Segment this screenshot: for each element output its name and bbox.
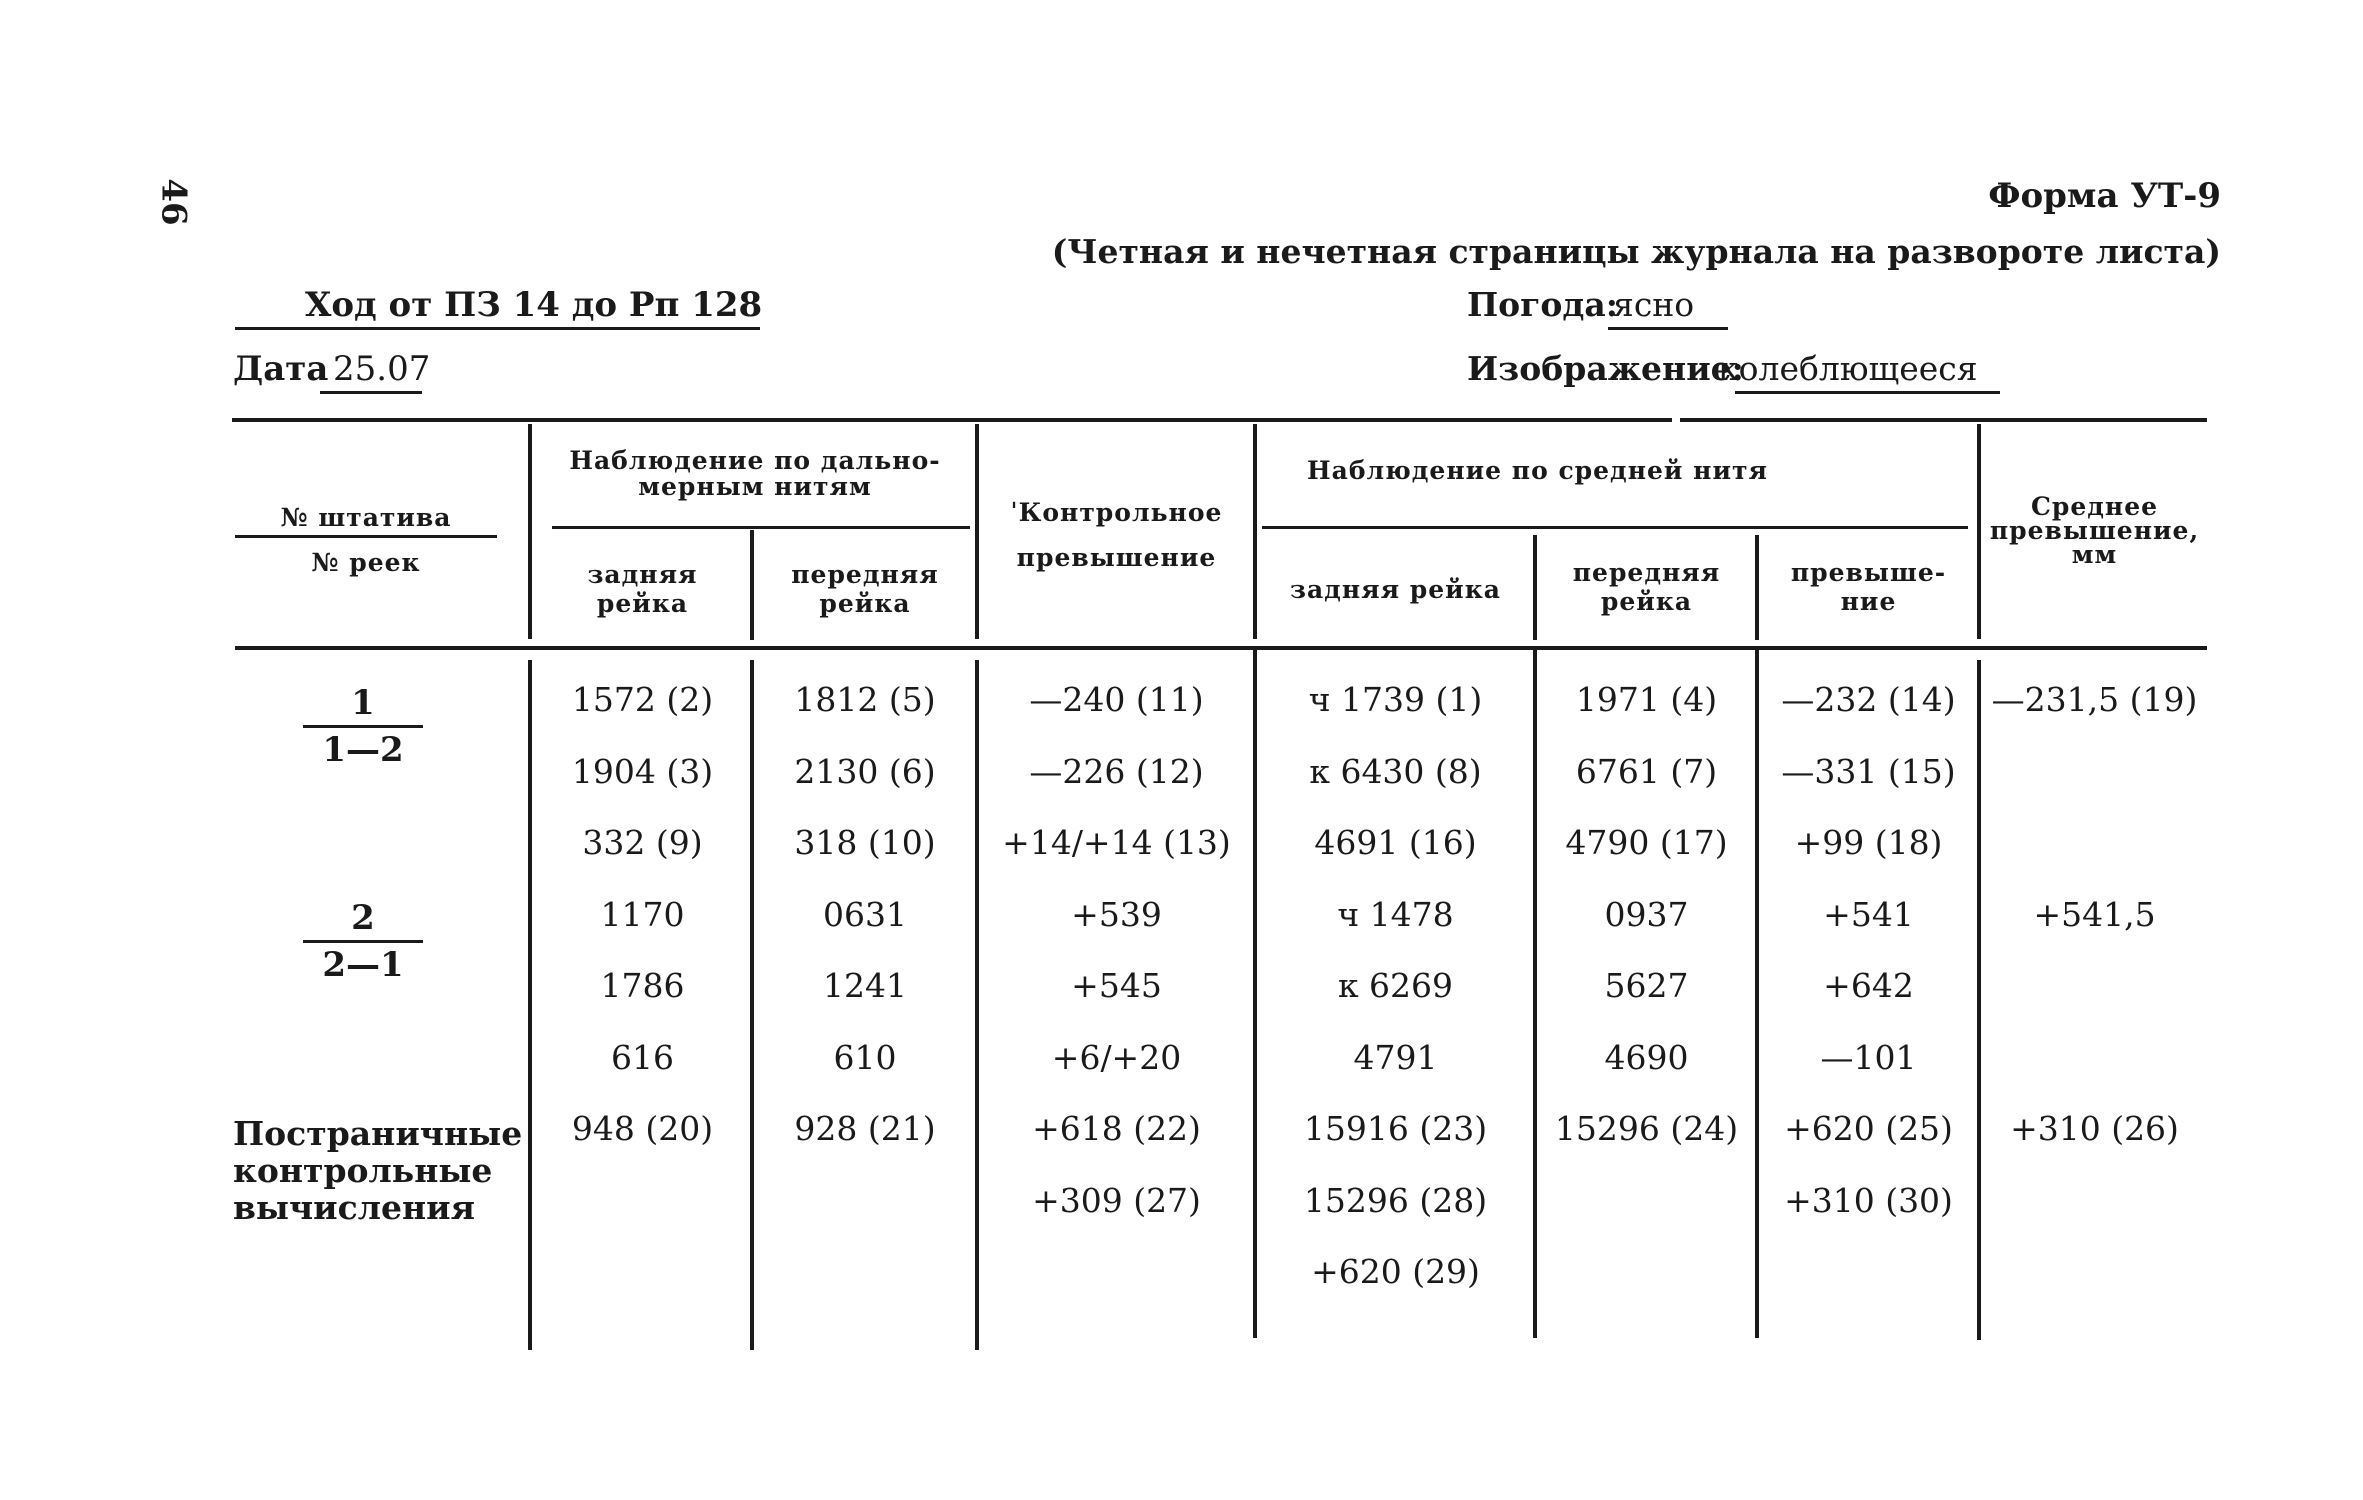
cell-mid-back-row-9: +620 (29) xyxy=(1311,1252,1480,1291)
cell-control-row-2: —226 (12) xyxy=(1029,751,1204,791)
cell-rf-front-row-1: 1812 (5) xyxy=(794,680,936,719)
cell-mid-diff-row-6: —101 xyxy=(1820,1037,1917,1077)
header-middle-diff: превыше- ние xyxy=(1790,558,1947,616)
cell-mean-row-1: —231,5 (19) xyxy=(1991,680,2198,719)
col-line-7-body xyxy=(1977,660,1981,1340)
date-value: 25.07 xyxy=(333,349,431,389)
table-header-bottom-rule xyxy=(235,646,2207,650)
route-underline xyxy=(235,327,760,330)
station-1-number: 1 xyxy=(351,683,375,723)
cell-control-row-3: +14/+14 (13) xyxy=(1002,823,1231,862)
station-header-rule xyxy=(235,535,497,538)
middle-group-rule xyxy=(1262,526,1968,529)
station-1-rods: 1—2 xyxy=(322,730,404,770)
cell-mid-front-row-2: 6761 (7) xyxy=(1575,751,1718,791)
cell-mid-back-row-1: ч 1739 (1) xyxy=(1308,680,1483,719)
cell-mid-front-row-3: 4790 (17) xyxy=(1565,823,1728,862)
form-title: Форма УТ-9 xyxy=(1988,176,2221,216)
header-middle-group: Наблюдение по средней нитя xyxy=(1307,456,1768,485)
col-line-1-body xyxy=(528,660,532,1350)
cell-rf-front-row-5: 1241 xyxy=(823,966,907,1005)
cell-mid-diff-row-8: +310 (30) xyxy=(1784,1180,1953,1220)
header-rangefinder-group: Наблюдение по дально- мерным нитям xyxy=(569,446,941,501)
col-line-2-head xyxy=(750,530,754,640)
col-line-5-head xyxy=(1533,535,1537,640)
weather-underline xyxy=(1608,327,1728,330)
cell-rf-front-row-6: 610 xyxy=(833,1037,897,1077)
cell-rf-back-row-7: 948 (20) xyxy=(571,1109,714,1148)
cell-mid-back-row-4: ч 1478 xyxy=(1337,894,1454,934)
cell-mid-diff-row-5: +642 xyxy=(1823,966,1914,1005)
cell-rf-front-row-2: 2130 (6) xyxy=(794,751,936,791)
header-middle-back: задняя рейка xyxy=(1290,575,1501,604)
station-2 xyxy=(303,898,423,985)
footer-label: Постраничные контрольные вычисления xyxy=(233,1114,523,1227)
station-2-bar xyxy=(303,940,423,943)
cell-mean-row-4: +541,5 xyxy=(2033,894,2156,934)
page-number: 46 xyxy=(153,178,194,226)
col-line-4-head xyxy=(1253,424,1257,639)
station-1-bar xyxy=(303,725,423,728)
weather-value: ясно xyxy=(1613,285,1695,324)
cell-rf-front-row-7: 928 (21) xyxy=(794,1109,936,1148)
cell-rf-front-row-4: 0631 xyxy=(823,894,907,934)
image-underline xyxy=(1735,391,2000,394)
cell-mid-back-row-7: 15916 (23) xyxy=(1303,1109,1488,1148)
route-label: Ход от ПЗ 14 до Рп 128 xyxy=(305,285,763,325)
header-control: ˈКонтрольное превышение xyxy=(1010,498,1223,572)
cell-mid-front-row-7: 15296 (24) xyxy=(1554,1109,1739,1148)
header-station: № штатива xyxy=(280,503,452,532)
form-subtitle: (Четная и нечетная страницы журнала на развороте листа) xyxy=(1051,232,2221,271)
cell-control-row-6: +6/+20 xyxy=(1051,1037,1182,1077)
cell-rf-back-row-1: 1572 (2) xyxy=(571,680,714,719)
cell-control-row-7: +618 (22) xyxy=(1032,1109,1201,1148)
cell-control-row-5: +545 xyxy=(1071,966,1162,1005)
col-line-1-head xyxy=(528,424,532,639)
cell-control-row-8: +309 (27) xyxy=(1032,1180,1201,1220)
cell-mid-front-row-6: 4690 xyxy=(1604,1037,1689,1077)
rangefinder-group-rule xyxy=(552,526,970,529)
cell-rf-back-row-3: 332 (9) xyxy=(582,823,703,862)
cell-mid-front-row-4: 0937 xyxy=(1604,894,1689,934)
cell-mean-row-7: +310 (26) xyxy=(2010,1109,2179,1148)
col-line-6-head xyxy=(1755,535,1759,640)
station-2-rods: 2—1 xyxy=(322,945,404,985)
cell-mid-diff-row-2: —331 (15) xyxy=(1781,751,1956,791)
header-mean: Среднее превышение, мм xyxy=(1989,492,2200,569)
col-line-3-head xyxy=(975,424,979,639)
cell-mid-front-row-5: 5627 xyxy=(1604,966,1689,1005)
cell-control-row-4: +539 xyxy=(1071,894,1162,934)
cell-rf-back-row-5: 1786 xyxy=(600,966,685,1005)
cell-mid-front-row-1: 1971 (4) xyxy=(1575,680,1718,719)
cell-mid-diff-row-3: +99 (18) xyxy=(1794,823,1943,862)
station-1 xyxy=(303,683,423,770)
cell-rf-back-row-6: 616 xyxy=(611,1037,674,1077)
cell-rf-back-row-2: 1904 (3) xyxy=(571,751,714,791)
cell-rf-front-row-3: 318 (10) xyxy=(794,823,936,862)
table-top-rule-right xyxy=(1680,418,2207,422)
cell-mid-diff-row-4: +541 xyxy=(1823,894,1914,934)
header-middle-front: передняя рейка xyxy=(1572,558,1721,616)
cell-mid-back-row-2: к 6430 (8) xyxy=(1309,751,1482,791)
image-value: колеблющееся xyxy=(1718,349,1978,388)
header-rangefinder-front: передняя рейка xyxy=(791,560,939,618)
col-line-7-head xyxy=(1977,424,1981,639)
image-label: Изображение: xyxy=(1467,349,1744,388)
date-underline xyxy=(320,391,422,394)
cell-mid-back-row-5: к 6269 xyxy=(1337,966,1454,1005)
cell-mid-back-row-8: 15296 (28) xyxy=(1303,1180,1488,1220)
station-2-number: 2 xyxy=(351,898,375,938)
cell-mid-back-row-6: 4791 xyxy=(1353,1037,1438,1077)
cell-control-row-1: —240 (11) xyxy=(1029,680,1204,719)
col-line-3-body xyxy=(975,660,979,1350)
col-line-6-body xyxy=(1755,648,1759,1338)
col-line-2-body xyxy=(750,660,754,1350)
cell-rf-back-row-4: 1170 xyxy=(600,894,685,934)
date-label: Дата xyxy=(233,349,329,389)
header-rods: № реек xyxy=(311,548,421,577)
col-line-4-body xyxy=(1253,648,1257,1338)
cell-mid-back-row-3: 4691 (16) xyxy=(1314,823,1477,862)
cell-mid-diff-row-1: —232 (14) xyxy=(1781,680,1956,719)
header-rangefinder-back: задняя рейка xyxy=(587,560,698,618)
cell-mid-diff-row-7: +620 (25) xyxy=(1784,1109,1953,1148)
weather-label: Погода: xyxy=(1467,285,1618,324)
table-top-rule-left xyxy=(232,418,1672,422)
col-line-5-body xyxy=(1533,648,1537,1338)
